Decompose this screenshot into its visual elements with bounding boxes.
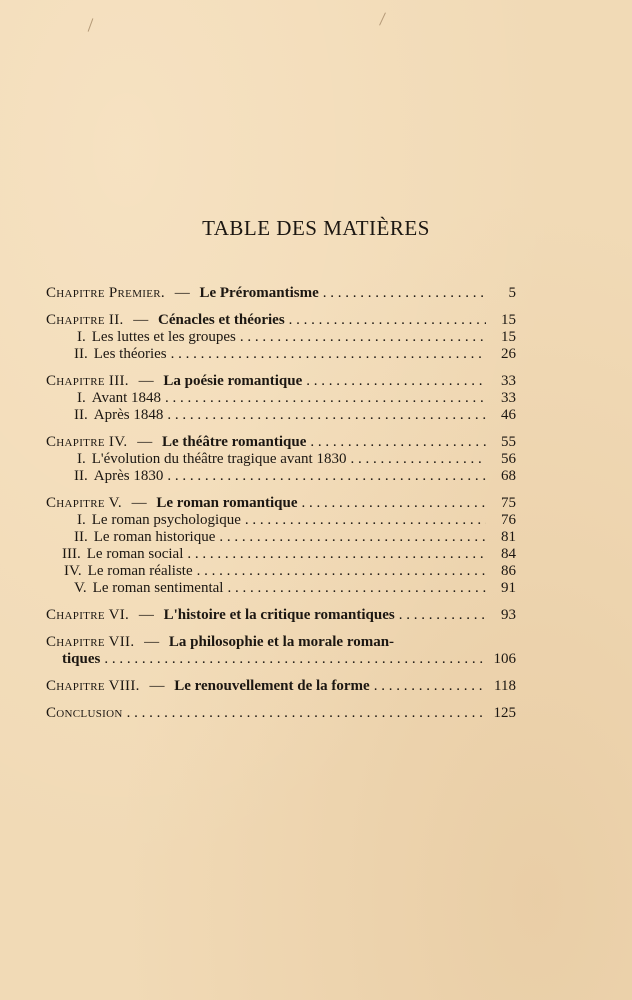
toc-chapter-row [46,678,516,695]
page-number: 33 [501,373,516,389]
dot-leader [165,390,486,407]
chapter-label: Chapitre VI. [46,607,130,623]
toc-chapter-row [46,607,516,624]
em-dash: — [140,634,163,650]
dot-leader [219,529,486,546]
section-number: I. [77,329,86,345]
section-title: Les théories [93,346,167,362]
em-dash: — [135,607,158,623]
dot-leader [167,468,486,485]
page-number: 46 [501,407,516,423]
toc-chapter-row [46,285,516,302]
dot-leader [306,373,486,390]
section-title: Le roman sentimental [92,580,224,596]
section-number: I. [77,390,86,406]
chapter-title: Le renouvellement de la forme [174,678,370,694]
page-number: 15 [501,312,516,328]
section-title: Le roman historique [93,529,216,545]
toc-chapter-continuation [46,651,516,668]
section-title: L'évolution du théâtre tragique avant 1830 [91,451,347,467]
section-title: Le roman social [86,546,184,562]
page-number: 5 [508,285,516,301]
page-number: 84 [501,546,516,562]
chapter-title: Le roman romantique [156,495,298,511]
section-title: Les luttes et les groupes [91,329,236,345]
section-title: Avant 1848 [91,390,162,406]
dot-leader [187,546,486,563]
em-dash: — [133,434,156,450]
chapter-title: Cénacles et théories [158,312,285,328]
section-title: Après 1848 [93,407,164,423]
dot-leader [104,651,486,668]
dot-leader [227,580,486,597]
page-number: 55 [501,434,516,450]
toc-chapter-row [46,312,516,329]
page-number: 68 [501,468,516,484]
page-number: 15 [501,329,516,345]
toc-section-row [46,546,516,563]
em-dash: — [127,495,151,511]
section-number: IV. [64,563,82,579]
section-title: Après 1830 [93,468,164,484]
section-number: V. [74,580,87,596]
section-number: I. [77,451,86,467]
dot-leader [197,563,486,580]
toc-chapter-row [46,705,516,722]
section-number: II. [74,529,88,545]
toc-section-row [46,390,516,407]
page-number: 106 [493,651,516,667]
dot-leader [302,495,486,512]
chapter-label: Chapitre IV. [46,434,128,450]
page-number: 81 [501,529,516,545]
toc-section-row [46,512,516,529]
chapter-title: La philosophie et la morale roman- [168,634,395,650]
dot-leader [171,346,486,363]
toc-chapter-row [46,373,516,390]
table-of-contents [46,285,516,722]
page-title: TABLE DES MATIÈRES [202,216,430,240]
toc-chapter-row [46,434,516,451]
toc-section-row [46,563,516,580]
toc-chapter-row [46,634,516,651]
dot-leader [127,705,486,722]
em-dash: — [134,373,158,389]
section-title: Le roman réaliste [87,563,193,579]
page-number: 91 [501,580,516,596]
page-number: 118 [494,678,516,694]
paper-mark [379,12,386,25]
page-number: 93 [501,607,516,623]
em-dash: — [145,678,169,694]
paper-mark [88,18,94,31]
dot-leader [167,407,486,424]
toc-section-row [46,407,516,424]
chapter-title: Le Préromantisme [199,285,319,301]
page-number: 26 [501,346,516,362]
dot-leader [240,329,486,346]
dot-leader [399,607,486,624]
section-number: II. [74,468,88,484]
dot-leader [289,312,486,329]
section-number: II. [74,346,88,362]
chapter-label: Chapitre Premier. [46,285,165,301]
chapter-title: L'histoire et la critique romantiques [163,607,395,623]
page-number: 76 [501,512,516,528]
page-number: 56 [501,451,516,467]
chapter-title-continuation: tiques [62,651,101,667]
dot-leader [310,434,486,451]
dot-leader [374,678,486,695]
em-dash: — [129,312,153,328]
toc-chapter-row [46,495,516,512]
section-number: I. [77,512,86,528]
toc-section-row [46,451,516,468]
section-number: II. [74,407,88,423]
chapter-label: Chapitre II. [46,312,124,328]
toc-section-row [46,580,516,597]
page-number: 33 [501,390,516,406]
page-number: 75 [501,495,516,511]
toc-section-row [46,346,516,363]
chapter-title: La poésie romantique [163,373,303,389]
dot-leader [245,512,486,529]
toc-section-row [46,468,516,485]
page-number: 86 [501,563,516,579]
section-title: Le roman psychologique [91,512,241,528]
chapter-label: Chapitre V. [46,495,122,511]
toc-section-row [46,529,516,546]
em-dash: — [170,285,194,301]
chapter-title: Le théâtre romantique [161,434,307,450]
conclusion-label: Conclusion [46,705,123,721]
toc-section-row [46,329,516,346]
chapter-label: Chapitre VII. [46,634,135,650]
dot-leader [350,451,486,468]
section-number: III. [62,546,81,562]
page-number: 125 [493,705,516,721]
dot-leader [323,285,486,302]
chapter-label: Chapitre VIII. [46,678,140,694]
chapter-label: Chapitre III. [46,373,129,389]
